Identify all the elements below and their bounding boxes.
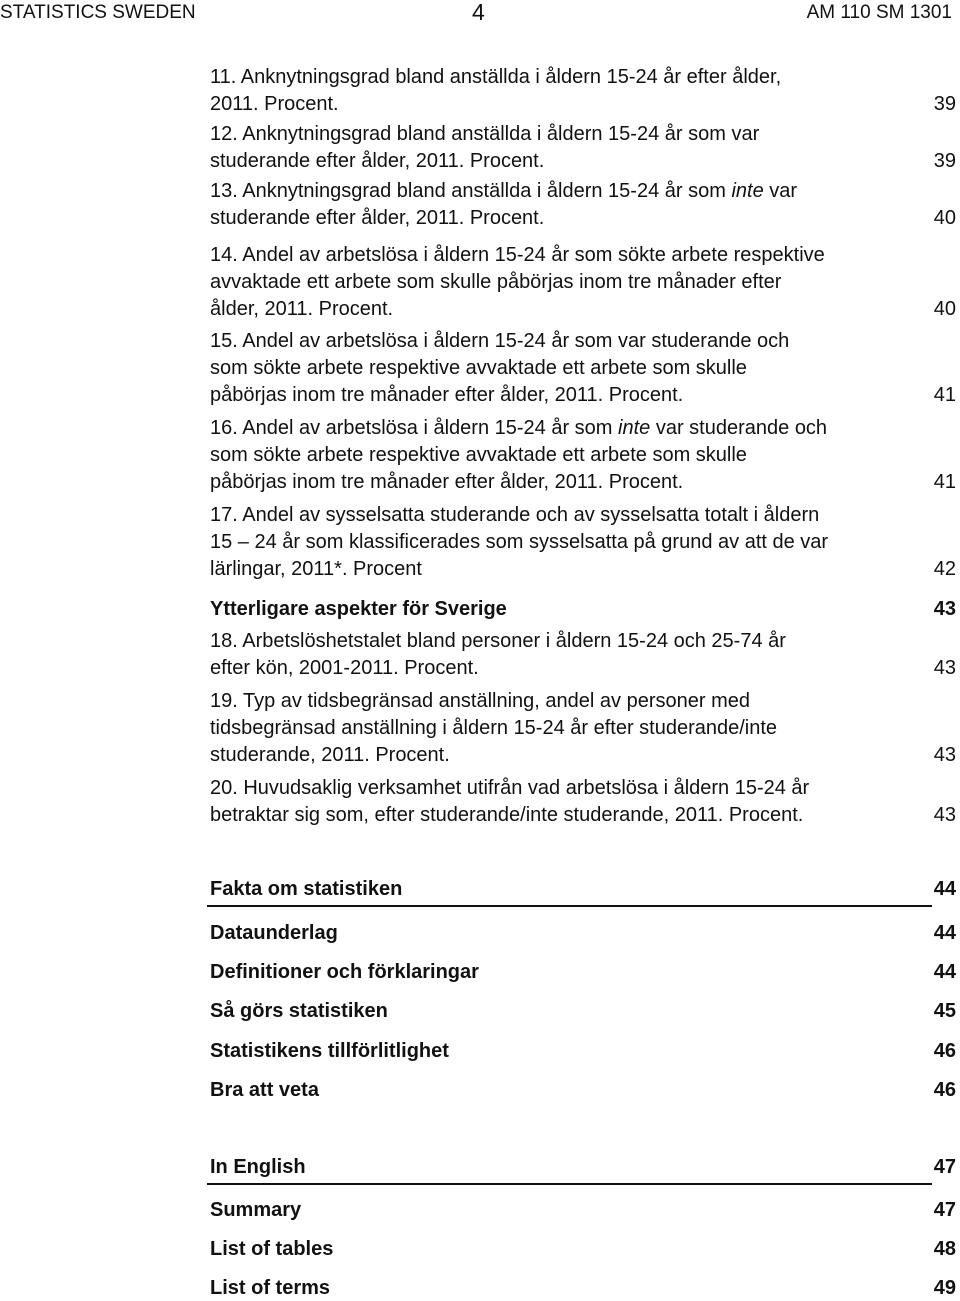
publisher-name: STATISTICS SWEDEN [0,2,196,23]
toc-entry-line: 2011. Procent. [210,93,339,115]
toc-entry-20[interactable] [210,775,956,829]
toc-entry-line: studerande efter ålder, 2011. Procent. [210,150,545,172]
toc-entry-line: studerande, 2011. Procent. [210,744,450,766]
toc-page-number: 43 [933,804,956,826]
section-heading-ytterligare[interactable] [210,596,956,622]
toc-page-number: 48 [933,1238,956,1260]
toc-page-number: 43 [933,657,956,679]
toc-entry-line: studerande efter ålder, 2011. Procent. [210,207,545,229]
toc-entry-line: påbörjas inom tre månader efter ålder, 2011. Procent. [210,384,684,406]
section-fakta-om-statistiken[interactable] [210,876,956,902]
page-header [0,2,960,26]
toc-page-number: 39 [933,150,956,172]
toc-page-number: 43 [933,598,956,620]
section-heading-label: Ytterligare aspekter för Sverige [210,598,507,620]
section-label: List of tables [210,1238,334,1260]
section-label: Summary [210,1199,302,1221]
section-definitioner[interactable] [210,959,956,985]
toc-entry-15[interactable] [210,328,956,409]
section-label: Dataunderlag [210,922,338,944]
toc-entry-16[interactable] [210,415,956,496]
section-in-english[interactable] [210,1154,956,1180]
toc-entry-line: 13. Anknytningsgrad bland anställda i åldern 15-24 år som [210,180,732,202]
toc-page-number: 43 [933,744,956,766]
toc-page-number: 40 [933,298,956,320]
toc-entry-17[interactable] [210,502,956,583]
toc-entry-line: som sökte arbete respektive avvaktade ett arbete som skulle [210,444,747,466]
toc-entry-13[interactable] [210,178,956,232]
toc-entry-line: 18. Arbetslöshetstalet bland personer i åldern 15-24 och 25-74 år [210,630,786,652]
toc-entry-line: ålder, 2011. Procent. [210,298,394,320]
toc-page-number: 44 [933,961,956,983]
toc-page-number: 47 [933,1156,956,1178]
toc-page-number: 45 [933,1000,956,1022]
toc-entry-line: 15. Andel av arbetslösa i åldern 15-24 år som var studerande och [210,330,790,352]
toc-entry-line: var [763,180,798,202]
toc-page-number: 41 [933,384,956,406]
toc-page-number: 39 [933,93,956,115]
toc-page-number: 46 [933,1079,956,1101]
section-label: Definitioner och förklaringar [210,961,479,983]
toc-entry-line: påbörjas inom tre månader efter ålder, 2011. Procent. [210,471,684,493]
toc-entry-line: lärlingar, 2011*. Procent [210,558,422,580]
toc-entry-line: 16. Andel av arbetslösa i åldern 15-24 år som [210,417,619,439]
toc-entry-line: betraktar sig som, efter studerande/inte studerande, 2011. Procent. [210,804,804,826]
toc-entry-14[interactable] [210,242,956,323]
page-number: 4 [472,0,485,25]
emphasis-inte: inte [731,180,764,202]
toc-entry-line: 20. Huvudsaklig verksamhet utifrån vad arbetslösa i åldern 15-24 år [210,777,810,799]
toc-entry-12[interactable] [210,121,956,175]
section-bra-att-veta[interactable] [210,1077,956,1103]
toc-entry-11[interactable] [210,64,956,118]
table-of-contents [210,60,956,829]
emphasis-inte: inte [618,417,651,439]
section-list-of-tables[interactable] [210,1236,956,1262]
toc-entry-line: var studerande och [650,417,828,439]
section-list-of-terms[interactable] [210,1275,956,1301]
toc-entry-line: avvaktade ett arbete som skulle påbörjas inom tre månader efter [210,271,782,293]
section-sa-gors-statistiken[interactable] [210,998,956,1024]
section-label: Bra att veta [210,1079,319,1101]
toc-entry-line: 12. Anknytningsgrad bland anställda i åldern 15-24 år som var [210,123,760,145]
toc-page-number: 41 [933,471,956,493]
toc-entry-line: tidsbegränsad anställning i åldern 15-24 år efter studerande/inte [210,717,778,739]
toc-entry-line: 14. Andel av arbetslösa i åldern 15-24 år som sökte arbete respektive [210,244,825,266]
toc-page-number: 44 [933,922,956,944]
toc-entry-18[interactable] [210,628,956,682]
toc-entry-line: 19. Typ av tidsbegränsad anställning, andel av personer med [210,690,750,712]
report-code: AM 110 SM 1301 [806,2,952,23]
toc-page-number: 46 [933,1040,956,1062]
toc-page-number: 49 [933,1277,956,1299]
section-label: Statistikens tillförlitlighet [210,1040,449,1062]
section-label: Fakta om statistiken [210,878,403,900]
toc-entry-19[interactable] [210,688,956,769]
toc-entry-line: som sökte arbete respektive avvaktade ett arbete som skulle [210,357,747,379]
section-dataunderlag[interactable] [210,920,956,946]
section-label: Så görs statistiken [210,1000,388,1022]
section-divider [207,1183,932,1185]
toc-entry-line: 11. Anknytningsgrad bland anställda i åldern 15-24 år efter ålder, [210,66,782,88]
section-label: List of terms [210,1277,331,1299]
toc-entry-line: 15 – 24 år som klassificerades som sysselsatta på grund av att de var [210,531,829,553]
section-tillforlitlighet[interactable] [210,1038,956,1064]
toc-entry-line: 17. Andel av sysselsatta studerande och av sysselsatta totalt i åldern [210,504,820,526]
toc-page-number: 47 [933,1199,956,1221]
toc-page-number: 44 [933,878,956,900]
section-summary[interactable] [210,1197,956,1223]
toc-page-number: 42 [933,558,956,580]
section-label: In English [210,1156,306,1178]
toc-entry-line: efter kön, 2001-2011. Procent. [210,657,479,679]
toc-page-number: 40 [933,207,956,229]
section-divider [207,905,932,907]
